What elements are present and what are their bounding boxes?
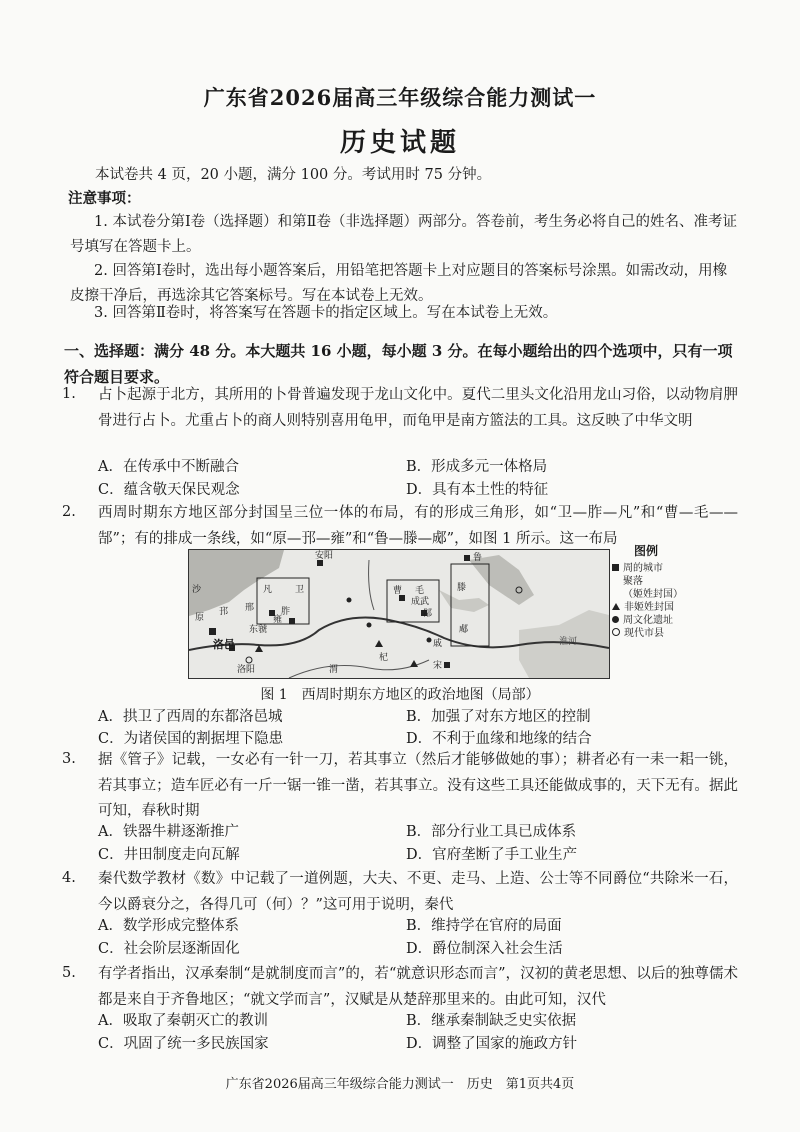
map-label: 渭 xyxy=(329,665,339,675)
legend-label: 周的城市 xyxy=(623,563,663,574)
option-a: A．数学形成完整体系 xyxy=(98,918,239,934)
option-c: C．巩固了统一多民族国家 xyxy=(98,1036,269,1052)
hill-region xyxy=(439,590,489,612)
river-line xyxy=(369,560,374,610)
map-label: 邢 xyxy=(245,603,255,613)
intro-text: 本试卷共 4 页，20 小题，满分 100 分。考试用时 75 分钟。 xyxy=(95,167,492,183)
map-label: 沙 xyxy=(192,585,202,595)
map-label: 杞 xyxy=(379,653,389,663)
option-a: A．在传承中不断融合 xyxy=(98,459,239,475)
option-b: B．加强了对东方地区的控制 xyxy=(406,709,591,725)
city-marker xyxy=(464,555,470,561)
map-label: 凡 xyxy=(263,585,273,595)
note-item: 1. 本试卷分第Ⅰ卷（选择题）和第Ⅱ卷（非选择题）两部分。答卷前，考生务必将自己的姓名、准考证号填写在答题卡上。 xyxy=(70,214,738,255)
city-marker xyxy=(289,618,295,624)
site-marker xyxy=(347,598,352,603)
map-label: 淮河 xyxy=(559,637,578,647)
map-label: 戚 xyxy=(433,639,443,649)
fief-marker xyxy=(375,640,383,647)
site-marker xyxy=(427,638,432,643)
map-label: 毛 xyxy=(415,586,425,596)
city-marker xyxy=(444,662,450,668)
map-label: 邘 xyxy=(219,607,229,617)
triangle-icon xyxy=(612,603,620,610)
dot-icon xyxy=(612,616,619,623)
legend-item xyxy=(612,601,732,614)
map-label: 郕 xyxy=(459,625,469,635)
question-text: 占卜起源于北方，其所用的卜骨普遍发现于龙山文化中。夏代二里头文化沿用龙山习俗，以动物肩胛骨进行占卜。尤重占卜的商人则特别喜用龟甲，而龟甲是南方篮法的工具。这反映了中华文明 xyxy=(98,387,738,429)
note-item: 3. 回答第Ⅱ卷时，将答案写在答题卡的指定区域上。写在本试卷上无效。 xyxy=(94,305,558,321)
section-heading: 一、选择题：满分 48 分。本大题共 16 小题，每小题 3 分。在每小题给出的四个选项中，只有一项符合题目要求。 xyxy=(64,342,733,386)
city-marker xyxy=(209,628,216,635)
option-d: D．具有本土性的特征 xyxy=(406,482,549,498)
question-text: 据《管子》记载，一女必有一针一刀，若其事立（然后才能够做她的事）；耕者必有一耒一耜一铫，若其事立；造车匠必有一斤一锯一锥一凿，若其事立。没有这些工具还能做成事的，天下无有。据此可知，春秋时期 xyxy=(98,752,738,819)
map-label: 曹 xyxy=(393,586,403,596)
map-label: 成武 xyxy=(411,597,430,607)
legend-item: 聚落 xyxy=(623,576,643,587)
map-label: 洛邑 xyxy=(213,638,235,651)
note-item: 2. 回答第Ⅰ卷时，选出每小题答案后，用铅笔把答题卡上对应题目的答案标号涂黑。如需改动，用橡皮擦干净后，再选涂其它答案标号。写在本试卷上无效。 xyxy=(70,263,728,304)
option-c: C．蕴含敬天保民观念 xyxy=(98,482,240,498)
map-label: 胙 xyxy=(281,607,291,617)
question-text: 秦代数学教材《数》中记载了一道例题，大夫、不更、走马、上造、公士等不同爵位“共除米一石，今以爵衰分之，各得几可（何）？”这可用于说明，秦代 xyxy=(98,871,738,913)
question-number: 1. xyxy=(62,386,76,402)
map-label: 滕 xyxy=(457,583,467,593)
question-text: 西周时期东方地区部分封国呈三位一体的布局，有的形成三角形，如“卫—胙—凡”和“曹—毛——郜”；有的排成一条线，如“原—邘—雍”和“鲁—滕—郕”，如图 1 所示。这一布局 xyxy=(98,505,738,547)
question-text: 有学者指出，汉承秦制“是就制度而言”的，若“就意识形态而言”，汉初的黄老思想、以后的独尊儒术都是来自于齐鲁地区；“就文学而言”，汉赋是从楚辞那里来的。由此可知，汉代 xyxy=(98,966,738,1008)
option-d: D．调整了国家的施政方针 xyxy=(406,1036,578,1052)
map-label: 宋 xyxy=(433,661,443,671)
legend-title: 图例 xyxy=(634,544,659,558)
map-label: 鲁 xyxy=(473,553,483,563)
map-label: 洛阳 xyxy=(237,665,256,675)
map-svg xyxy=(189,550,609,678)
option-a: A．吸取了秦朝灭亡的教训 xyxy=(98,1013,268,1029)
option-c: C．为诸侯国的割据埋下隐患 xyxy=(98,731,284,747)
option-b: B．形成多元一体格局 xyxy=(406,459,548,475)
ring-icon xyxy=(612,628,620,636)
legend-item xyxy=(612,614,732,627)
map-label: 东虢 xyxy=(249,625,268,635)
question-number: 2. xyxy=(62,504,76,520)
option-c: C．社会阶层逐渐固化 xyxy=(98,941,240,957)
legend-label: 现代市县 xyxy=(624,628,664,639)
question-number: 5. xyxy=(62,965,76,981)
legend-item: （姬姓封国） xyxy=(623,589,683,600)
map-legend xyxy=(612,545,732,677)
option-a: A．拱卫了西周的东都洛邑城 xyxy=(98,709,283,725)
legend-item xyxy=(612,627,732,640)
option-d: D．官府垄断了手工业生产 xyxy=(406,847,578,863)
political-map xyxy=(188,549,610,679)
option-b: B．维持学在官府的局面 xyxy=(406,918,562,934)
option-b: B．继承秦制缺乏史实依据 xyxy=(406,1013,577,1029)
legend-item xyxy=(612,562,732,575)
legend-label: 非姬姓封国 xyxy=(624,602,674,613)
city-square-icon xyxy=(612,564,619,571)
option-b: B．部分行业工具已成体系 xyxy=(406,824,577,840)
map-label: 雍 xyxy=(273,615,283,625)
option-a: A．铁器牛耕逐渐推广 xyxy=(98,824,239,840)
option-c: C．井田制度走向瓦解 xyxy=(98,847,240,863)
page-footer: 广东省2026届高三年级综合能力测试一 历史 第1页共4页 xyxy=(225,1077,575,1092)
subject-title: 历史试题 xyxy=(339,128,460,158)
river-line xyxy=(289,660,429,678)
notes-heading: 注意事项： xyxy=(68,190,141,207)
map-label: 卫 xyxy=(295,585,305,595)
map-label: 郜 xyxy=(423,609,433,619)
map-label: 安阳 xyxy=(315,551,334,561)
map-label: 原 xyxy=(195,613,205,623)
fief-marker xyxy=(410,660,418,667)
legend-label: 周文化遗址 xyxy=(623,615,673,626)
question-number: 4. xyxy=(62,870,76,886)
site-marker xyxy=(367,623,372,628)
option-d: D．爵位制深入社会生活 xyxy=(406,941,563,957)
option-d: D．不利于血缘和地缘的结合 xyxy=(406,731,592,747)
figure-caption: 图 1 西周时期东方地区的政治地图（局部） xyxy=(260,687,540,703)
exam-title: 广东省2026届高三年级综合能力测试一 xyxy=(203,85,597,110)
question-number: 3. xyxy=(62,751,76,767)
